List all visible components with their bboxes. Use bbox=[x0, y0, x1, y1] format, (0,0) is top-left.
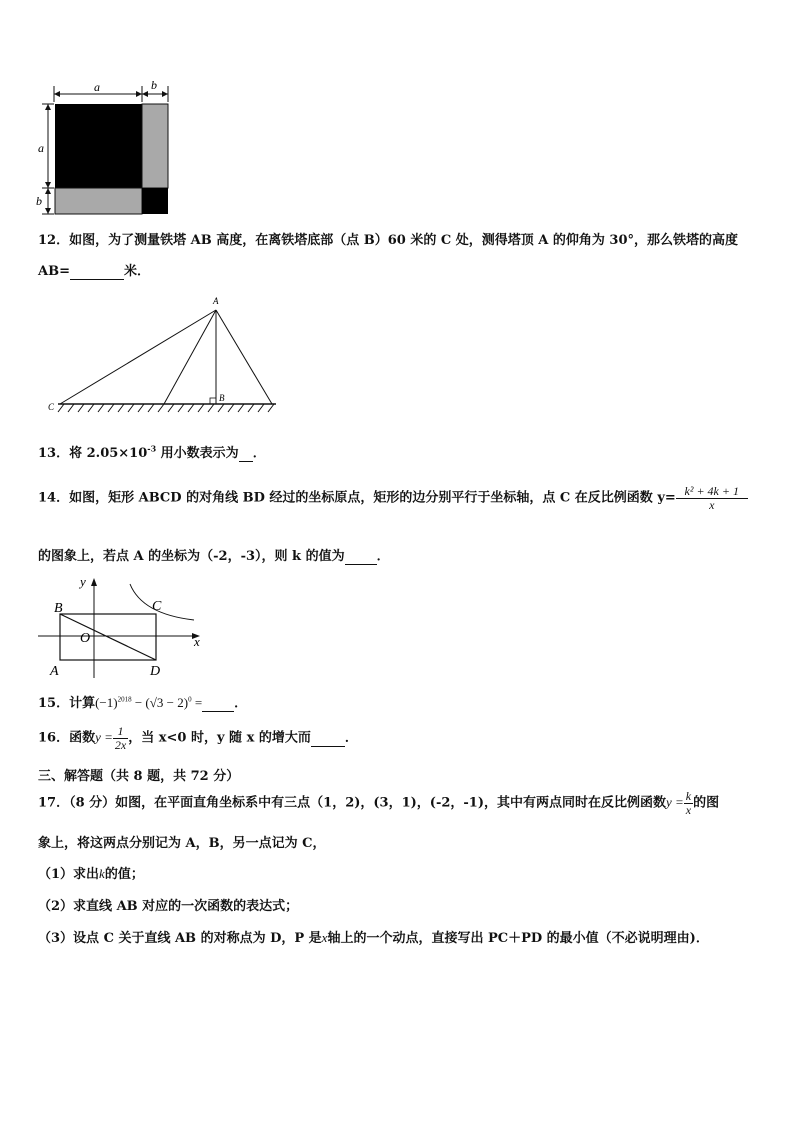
q17-y: y = bbox=[665, 794, 684, 810]
label-b-left: b bbox=[36, 194, 42, 208]
q14-answer-blank[interactable] bbox=[345, 549, 377, 565]
q12-line2 bbox=[38, 260, 150, 280]
q14-end: ． bbox=[376, 549, 390, 564]
label-a-top: a bbox=[94, 80, 100, 94]
q16-answer-blank[interactable] bbox=[311, 731, 345, 747]
q17-part1 bbox=[38, 863, 144, 882]
rect-label-y: y bbox=[80, 574, 86, 589]
rect-label-c: C bbox=[152, 599, 162, 614]
q14-frac-den: x bbox=[676, 498, 748, 512]
q12-unit: 米． bbox=[123, 264, 150, 279]
tower-label-b: B bbox=[219, 393, 225, 403]
q14-frac-num: k² + 4k + 1 bbox=[684, 484, 739, 498]
q14-line1-text: 14．如图，矩形 ABCD 的对角线 BD 经过的坐标原点，矩形的边分别平行于坐标轴，点 C 在反比例函数 y= bbox=[38, 490, 676, 506]
q13-exp: -3 bbox=[147, 443, 157, 454]
q17-part3-x: x bbox=[321, 930, 328, 945]
rect-label-d: D bbox=[150, 664, 161, 678]
q17-part3-prefix: （3）设点 C 关于直线 AB 的对称点为 D，P 是 bbox=[38, 931, 322, 946]
rect-label-b: B bbox=[54, 601, 63, 616]
q17-part1-suffix: 的值； bbox=[104, 867, 144, 882]
q17-line2: 象上，将这两点分别记为 A，B，另一点记为 C， bbox=[38, 836, 326, 851]
section3-heading: 三、解答题（共 8 题，共 72 分） bbox=[38, 769, 240, 784]
q12-answer-blank[interactable] bbox=[70, 264, 124, 280]
q14-line1 bbox=[38, 485, 748, 511]
q16-y: y = bbox=[95, 729, 113, 745]
q13-answer-blank[interactable] bbox=[239, 446, 253, 462]
q16-prefix: 16．函数 bbox=[38, 730, 96, 746]
q15-exp2: 0 bbox=[188, 695, 192, 704]
rect-label-o: O bbox=[80, 631, 91, 646]
q15-prefix: 15．计算 bbox=[38, 696, 96, 711]
q14-line2 bbox=[38, 545, 390, 565]
tower-label-c: C bbox=[48, 402, 55, 412]
q17-part1-k: k bbox=[99, 866, 105, 881]
label-b-top: b bbox=[151, 78, 157, 92]
q16 bbox=[38, 725, 358, 751]
tower-figure bbox=[44, 294, 284, 418]
q16-middle: ，当 x<0 时，y 随 x 的增大而 bbox=[128, 730, 311, 746]
tower-label-a: A bbox=[213, 296, 219, 306]
q17-line1-suffix: 的图 bbox=[693, 795, 720, 811]
q13-text: 用小数表示为 bbox=[156, 446, 239, 461]
q15-exp1: 2018 bbox=[117, 695, 132, 704]
q17-part3 bbox=[38, 927, 709, 946]
q17-frac-den: x bbox=[685, 802, 692, 817]
q16-frac-den: 2x bbox=[114, 737, 127, 752]
q16-fraction bbox=[113, 725, 128, 751]
q15-expr2: − (√3 − 2) bbox=[131, 695, 189, 710]
rectangle-figure bbox=[38, 574, 208, 678]
rect-label-a: A bbox=[50, 664, 59, 678]
q15-equals: = bbox=[191, 695, 203, 710]
rect-label-x: x bbox=[194, 634, 200, 649]
q12-ab-label: AB= bbox=[38, 264, 70, 279]
q12-line1: 12．如图，为了测量铁塔 AB 高度，在离铁塔底部（点 B）60 米的 C 处，测得塔顶 A 的仰角为 30°，那么铁塔的高度 bbox=[38, 233, 739, 248]
q17-line1-text: 17．（8 分）如图，在平面直角坐标系中有三点（1，2)，(3，1)，(-2，-1)，其中有两点同时在反比例函数 bbox=[38, 795, 666, 811]
q15-expr1: (−1) bbox=[95, 695, 118, 710]
q17-frac-num: k bbox=[685, 789, 692, 803]
q14-line2-text: 的图象上，若点 A 的坐标为（-2，-3），则 k 的值为 bbox=[38, 549, 345, 564]
q17-line1 bbox=[38, 790, 719, 816]
square-figure bbox=[34, 76, 174, 218]
q17-part1-prefix: （1）求出 bbox=[38, 867, 100, 882]
q17-part3-suffix: 轴上的一个动点，直接写出 PC＋PD 的最小值（不必说明理由)． bbox=[327, 931, 709, 946]
q13-prefix: 13．将 2.05×10 bbox=[38, 446, 148, 461]
q17-part2: （2）求直线 AB 对应的一次函数的表达式； bbox=[38, 899, 299, 914]
q16-end: ． bbox=[344, 730, 358, 746]
q15-answer-blank[interactable] bbox=[202, 696, 234, 712]
label-a-left: a bbox=[38, 141, 44, 155]
q14-fraction bbox=[676, 485, 748, 511]
q16-frac-num: 1 bbox=[117, 724, 124, 738]
q15 bbox=[38, 692, 247, 712]
q13-end: ． bbox=[252, 446, 266, 461]
q15-end: ． bbox=[234, 696, 248, 711]
q17-fraction bbox=[684, 790, 693, 816]
q13 bbox=[38, 442, 266, 462]
